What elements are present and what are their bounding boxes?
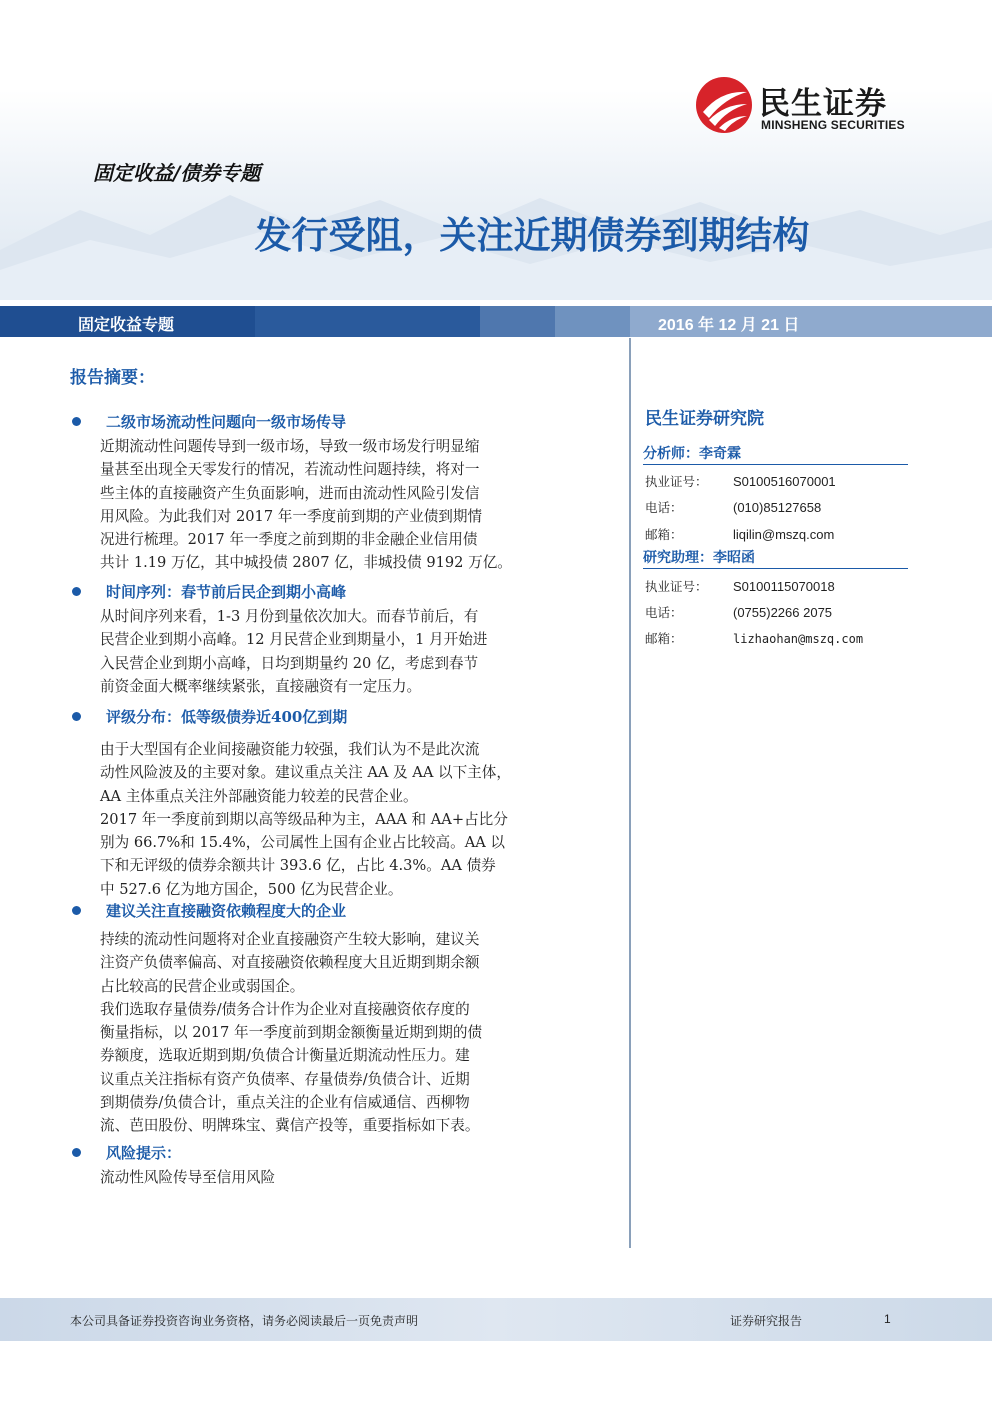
analyst-email-row: 邮箱： liqilin@mszq.com	[645, 527, 835, 542]
analyst-phone-row: 电话： (010)85127658	[645, 500, 822, 515]
section-paragraph: 从时间序列来看，1-3 月份到量依次加大。而春节前后，有 民营企业到期小高峰。12 月民营企业到期量小，1 月开始进 入民营企业到期小高峰，日均到期量约 20 亿，考虑到春节 前资金面大概率继续紧张，直接融资有一定压力。	[100, 608, 488, 695]
summary-section	[72, 411, 552, 575]
assistant-phone-row: 电话： (0755)2266 2075	[645, 605, 833, 620]
analyst-email-link[interactable]: liqilin@mszq.com	[733, 527, 835, 542]
band-segment	[480, 306, 555, 337]
footer-report-type: 证券研究报告	[730, 1314, 803, 1328]
section-paragraph: 流动性风险传导至信用风险	[100, 1169, 276, 1186]
assistant-email-row: 邮箱： lizhaohan@mszq.com	[645, 631, 864, 646]
band-segment	[555, 306, 630, 337]
assistant-heading: 研究助理：李昭函	[643, 547, 908, 569]
section-paragraph: 持续的流动性问题将对企业直接融资产生较大影响，建议关 注资产负债率偏高、对直接融资依赖程度大且近期到期余额 占比较高的民营企业或弱国企。 我们选取存量债券/债务合计作为企业对直接融资依存度的 衡量指标，以 2017 年一季度前到期金额衡量近期到期的债 券额度，选取近期到期/负债合计衡量近期流动性压力。建 议重点关注指标有资产负债率、存量债券/负债合计、近期 到期债券/负债合计，重点关注的企业有信威通信、西柳物 流、芭田股份、明牌珠宝、冀信产投等，重要指标如下表。	[100, 931, 483, 1135]
section-title: 二级市场流动性问题向一级市场传导	[72, 411, 552, 435]
assistant-cert-row: 执业证号： S0100115070018	[645, 579, 835, 594]
bullet-icon	[72, 906, 81, 915]
summary-section	[72, 581, 552, 698]
analyst-cert-row: 执业证号： S0100516070001	[645, 474, 836, 489]
bullet-icon	[72, 417, 81, 426]
section-paragraph: 近期流动性问题传导到一级市场，导致一级市场发行明显缩 量甚至出现全天零发行的情况，若流动性问题持续，将对一 些主体的直接融资产生负面影响，进而由流动性风险引发信 用风险。为此我们对 2017 年一季度前到期的产业债到期情 况进行梳理。2017 年一季度之前到期的非金融企业信用债 共计 1.19 万亿，其中城投债 2807 亿，非城投债 9192 万亿。	[100, 438, 512, 572]
summary-section	[72, 706, 552, 901]
minsheng-logo-icon	[695, 76, 753, 134]
section-paragraph: 由于大型国有企业间接融资能力较强，我们认为不是此次流 动性风险波及的主要对象。建议重点关注 AA 及 AA 以下主体， AA 主体重点关注外部融资能力较差的民营企业。 2017 年一季度前到期以高等级品种为主，AAA 和 AA+占比分 别为 66.7%和 15.4%，公司属性上国有企业占比较高。AA 以 下和无评级的债券余额共计 393.6 亿，占比 4.3%。AA 债券 中 527.6 亿为地方国企，500 亿为民营企业。	[100, 741, 511, 898]
institution-name: 民生证券研究院	[645, 409, 764, 429]
section-title: 建议关注直接融资依赖程度大的企业	[72, 900, 552, 924]
analyst-heading: 分析师：李奇霖	[643, 443, 908, 465]
summary-section	[72, 900, 552, 1138]
report-title: 发行受阻，关注近期债券到期结构	[254, 214, 810, 257]
report-category: 固定收益/债券专题	[93, 161, 261, 185]
logo-name-en: MINSHENG SECURITIES	[761, 118, 905, 132]
title-band	[0, 306, 992, 337]
summary-section	[72, 1142, 552, 1189]
footer-disclaimer: 本公司具备证券投资咨询业务资格，请务必阅读最后一页免责声明	[70, 1314, 419, 1328]
summary-heading: 报告摘要：	[70, 368, 155, 388]
section-title: 时间序列：春节前后民企到期小高峰	[72, 581, 552, 605]
logo-name-cn: 民生证券	[759, 86, 887, 122]
band-label: 固定收益专题	[78, 317, 175, 334]
report-date: 2016 年 12 月 21 日	[658, 317, 800, 334]
company-logo	[695, 76, 925, 136]
column-divider	[629, 338, 631, 1248]
page-footer	[0, 1298, 992, 1341]
bullet-icon	[72, 712, 81, 721]
bullet-icon	[72, 1148, 81, 1157]
bullet-icon	[72, 587, 81, 596]
assistant-email-link[interactable]: lizhaohan@mszq.com	[733, 632, 864, 646]
page-number: 1	[884, 1312, 891, 1326]
section-title: 风险提示：	[72, 1142, 552, 1166]
band-segment	[255, 306, 480, 337]
section-title: 评级分布：低等级债券近400亿到期	[72, 706, 552, 730]
